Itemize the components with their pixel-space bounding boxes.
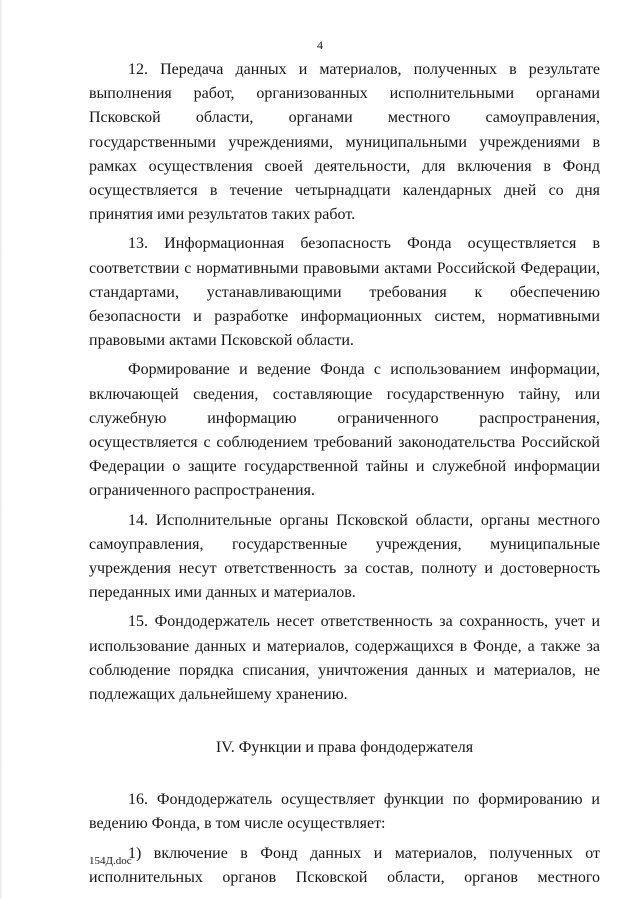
footer-filename: 154Д.doc xyxy=(89,855,132,867)
paragraph-14: 14. Исполнительные органы Псковской области, органы местного самоуправления, государственные учреждения, муниципальные учреждения несут ответственность за состав, полноту и достоверность переданных ими данных и материалов. xyxy=(89,511,600,602)
section-heading: IV. Функции и права фондодержателя xyxy=(215,739,474,757)
paragraph-13-continuation: Формирование и ведение Фонда с использованием информации, включающей сведения, составляющие государственную тайну, или служебную информацию ограниченного распространения, осуществляется с соблюдением требований законодательства Российской Федерации о защите государственной тайны и служебной информации ограниченного распространения. xyxy=(89,361,600,500)
paragraph-16: 16. Фондодержатель осуществляет функции по формированию и ведению Фонда, в том числе осуществляет: xyxy=(89,791,600,833)
paragraph-15: 15. Фондодержатель несет ответственность за сохранность, учет и использование данных и материалов, содержащихся в Фонде, а также за соблюдение порядка списания, уничтожения данных и материалов, не подлежащих дальнейшему хранению. xyxy=(89,613,600,704)
paragraph-13: 13. Информационная безопасность Фонда осуществляется в соответствии с нормативными правовыми актами Российской Федерации, стандартами, устанавливающими требования к обеспечению безопасности и разработке информационных систем, нормативными правовыми актами Псковской области. xyxy=(89,235,600,350)
paragraph-12: 12. Передача данных и материалов, полученных в результате выполнения работ, организованных исполнительными органами Псковской области, органами местного самоуправления, государственными учреждениями, муниципальными учреждениями в рамках осуществления своей деятельности, для включения в Фонд осуществляется в течение четырнадцати календарных дней со дня принятия ими результатов таких работ. xyxy=(89,61,600,224)
paragraph-16-item-1: 1) включение в Фонд данных и материалов, полученных от исполнительных органов Псковской области, органов местного xyxy=(89,844,600,886)
document-body xyxy=(89,58,600,895)
scan-edge-shadow xyxy=(0,0,3,899)
page-number: 4 xyxy=(317,38,323,52)
